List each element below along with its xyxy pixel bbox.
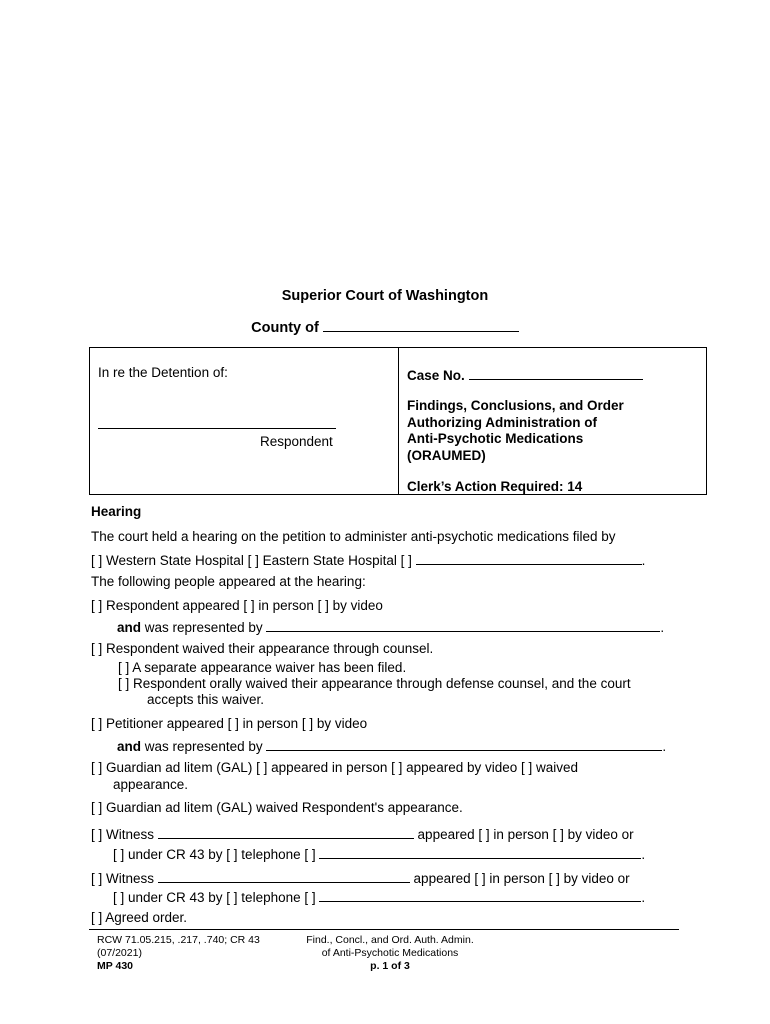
represented-by-label: was represented by [144,620,263,635]
witness-2-name-blank[interactable] [158,868,410,883]
footer-page-number: p. 1 of 3 [370,960,410,972]
document-title-line: Findings, Conclusions, and Order [407,398,624,413]
case-number-line [407,365,643,383]
respondent-label: Respondent [260,434,333,449]
and-label: and [117,620,142,635]
case-caption-box [89,347,707,495]
hearing-intro: The court held a hearing on the petition to administer anti-psychotic medications filed by [91,529,616,544]
petitioner-counsel-blank[interactable] [266,736,662,751]
footer-short-title: Find., Concl., and Ord. Auth. Admin. [306,934,474,946]
caption-divider [398,348,399,494]
respondent-appeared-option[interactable]: [ ] Respondent appeared [ ] in person [ ] by video [91,598,383,613]
hospital-options[interactable]: [ ] Western State Hospital [ ] Eastern State Hospital [ ] [91,553,412,568]
hospital-line [91,550,645,568]
and-label: and [117,739,142,754]
witness-1-name-blank[interactable] [158,824,414,839]
cr43-options[interactable]: [ ] under CR 43 by [ ] telephone [ ] [113,890,316,905]
gal-appeared-option[interactable]: [ ] Guardian ad litem (GAL) [ ] appeared in person [ ] appeared by video [ ] waived [91,760,579,775]
footer-form-number: MP 430 [97,960,133,972]
document-title [407,398,697,464]
case-number-label: Case No. [407,368,465,383]
county-label: County of [251,320,319,336]
document-title-line: (ORAUMED) [407,447,486,463]
represented-by-label: was represented by [144,739,263,754]
waiver-filed-option[interactable]: [ ] A separate appearance waiver has been filed. [118,660,407,675]
witness-2-line [91,868,630,886]
witness-1-cr43-line [113,844,645,862]
accepts-waiver-text: accepts this waiver. [147,692,265,707]
gal-appearance-text: appearance. [113,777,189,792]
county-blank[interactable] [323,317,519,332]
footer-citation: RCW 71.05.215, .217, .740; CR 43 [97,934,260,946]
respondent-counsel-blank[interactable] [266,617,660,632]
document-title-line: Authorizing Administration of [407,414,597,430]
witness-1-other-blank[interactable] [319,844,641,859]
gal-waived-option[interactable]: [ ] Guardian ad litem (GAL) waived Respondent's appearance. [91,800,463,815]
period: . [641,553,646,568]
footer-center [290,934,490,973]
footer-left [97,934,260,973]
petitioner-counsel-line [117,736,666,754]
witness-label[interactable]: [ ] Witness [91,827,155,842]
case-number-blank[interactable] [469,365,643,380]
witness-2-other-blank[interactable] [319,887,641,902]
footer-short-title-2: of Anti-Psychotic Medications [321,947,459,959]
witness-appeared-options[interactable]: appeared [ ] in person [ ] by video or [417,827,634,842]
witness-label[interactable]: [ ] Witness [91,871,155,886]
county-line [0,317,770,336]
cr43-options[interactable]: [ ] under CR 43 by [ ] telephone [ ] [113,847,316,862]
witness-1-line [91,824,634,842]
appeared-intro: The following people appeared at the hearing: [91,574,366,589]
hearing-heading: Hearing [91,504,142,519]
petitioner-appeared-option[interactable]: [ ] Petitioner appeared [ ] in person [ ] by video [91,716,368,731]
footer-date: (07/2021) [97,947,142,959]
detention-label: In re the Detention of: [98,365,228,380]
agreed-order-option[interactable]: [ ] Agreed order. [91,910,188,925]
clerk-action: Clerk’s Action Required: 14 [407,479,583,494]
witness-2-cr43-line [113,887,645,905]
court-title: Superior Court of Washington [281,288,489,304]
footer-divider [89,929,679,930]
other-petitioner-blank[interactable] [416,550,642,565]
respondent-counsel-line [117,617,664,635]
period: . [641,890,646,905]
document-title-line: Anti-Psychotic Medications [407,431,584,446]
period: . [641,847,646,862]
respondent-name-blank[interactable] [98,428,336,429]
orally-waived-option[interactable]: [ ] Respondent orally waived their appearance through defense counsel, and the court [118,676,631,691]
respondent-waived-option[interactable]: [ ] Respondent waived their appearance through counsel. [91,641,434,656]
witness-appeared-options[interactable]: appeared [ ] in person [ ] by video or [413,871,630,886]
period: . [660,620,665,635]
period: . [662,739,667,754]
